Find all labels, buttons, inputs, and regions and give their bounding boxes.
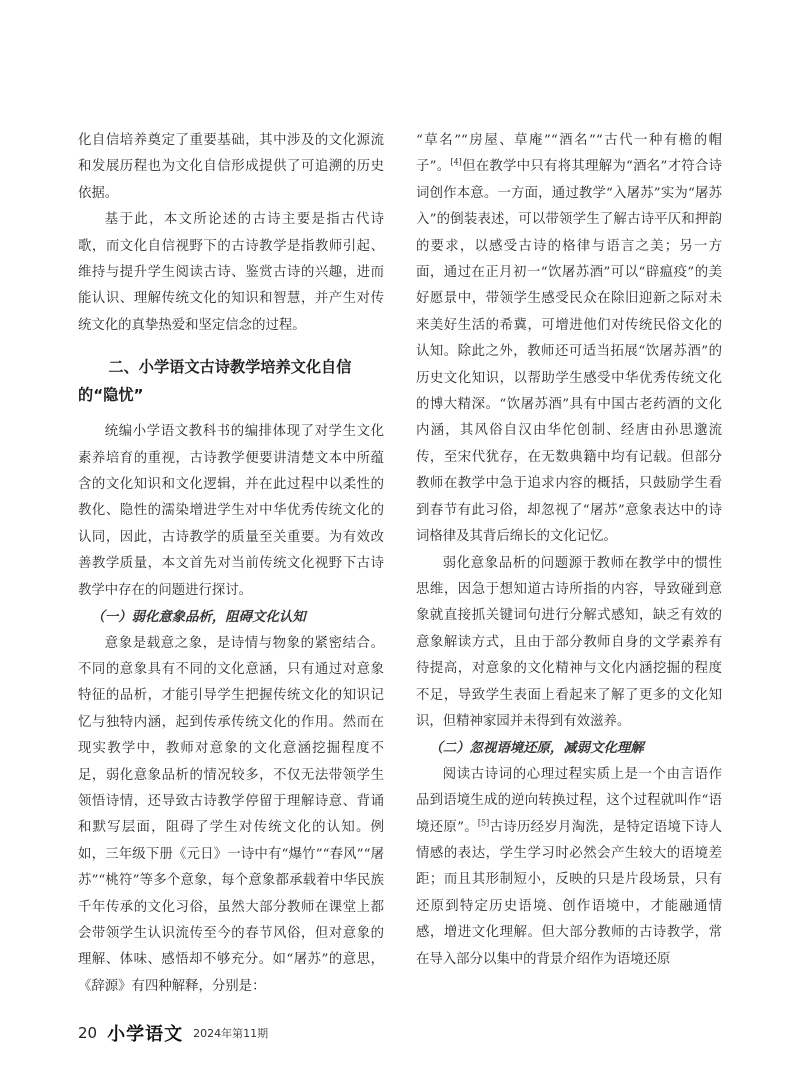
subsection-heading: （一）弱化意象品析，阻碍文化认知	[91, 609, 306, 626]
magazine-title: 小学语文	[107, 1024, 184, 1045]
text-run: 阅读古诗词的心理过程实质上是一个由言语作品到语境生成的逆向转换过程，这个过程就叫作“语境还原”。	[416, 766, 722, 835]
issue-label: 2024年第11期	[193, 1027, 269, 1040]
text-run: 但在教学中只有将其理解为“酒名”才符合诗词创作本意。一方面，通过教学“入屠苏”实为“屠苏入”的倒装表述，可以带领学生了解古诗平仄和押韵的要求，以感受古诗的格律与语言之美；另一方面，通过在正月初一“饮屠苏酒”可以“辟瘟疫”的美好愿景中，带领学生感受民众在除旧迎新之际对未来美好生活的希冀，可增进他们对传统民俗文化的认知。除此之外，教师还可适当拓展“饮屠苏酒”的历史文化知识，以帮助学生感受中华优秀传统文化的博大精深。“饮屠苏酒”具有中国古老药酒的文化内涵，其风俗自汉由华佗创制、经唐由孙思邈流传，至宋代犹存，在无数典籍中均有记载。但部分教师在教学中急于追求内容的概括，只鼓励学生看到春节有此习俗，却忽视了“屠苏”意象表达中的诗词格律及其背后绵长的文化记忆。	[416, 159, 722, 545]
paragraph: 基于此，本文所论述的古诗主要是指古代诗歌，而文化自信视野下的古诗教学是指教师引起、维持与提升学生阅读古诗、鉴赏古诗的兴趣，进而能认识、理解传统文化的知识和智慧，并产生对传统文化的真挚热爱和坚定信念的过程。	[78, 212, 384, 333]
citation-ref: [4]	[450, 157, 462, 167]
right-column	[416, 128, 722, 973]
paragraph: 统编小学语文教科书的编排体现了对学生文化素养培育的重视，古诗教学便要讲清楚文本中所蕴含的文化知识和文化逻辑，并在此过程中以柔性的教化、隐性的濡染增进学生对中华优秀传统文化的认同，因此，古诗教学的质量至关重要。为有效改善教学质量，本文首先对当前传统文化视野下古诗教学中存在的问题进行探讨。	[78, 424, 384, 598]
citation-ref: [5]	[477, 818, 490, 828]
paragraph: 化自信培养奠定了重要基础，其中涉及的文化源流和发展历程也为文化自信形成提供了可追溯的历史依据。	[78, 133, 384, 201]
paragraph	[416, 762, 722, 973]
paragraph: 意象是载意之象，是诗情与物象的紧密结合。不同的意象具有不同的文化意涵，只有通过对意象特征的品析，才能引导学生把握传统文化的知识记忆与独特内涵，起到传承传统文化的作用。然而在现实教学中，教师对意象的文化意涵挖掘程度不足，弱化意象品析的情况较多，不仅无法带领学生领悟诗情，还导致古诗教学停留于理解诗意、背诵和默写层面，阻碍了学生对传统文化的认知。例如，三年级下册《元日》一诗中有“爆竹”“春风”“屠苏”“桃符”等多个意象，每个意象都承载着中华民族千年传承的文化习俗，虽然大部分教师在课堂上都会带领学生认识流传至今的春节风俗，但对意象的理解、体味、感悟却不够充分。如“屠苏”的意思，《辞源》有四种解释，分别是：	[78, 635, 384, 994]
page-number: 20	[78, 1024, 98, 1042]
text-run: 古诗历经岁月淘洗，是特定语境下诗人情感的表达，学生学习时必然会产生较大的语境差距；而且其形制短小，反映的只是片段场景，只有还原到特定历史语境、创作语境中，才能融通情感，增进文化理解。但大部分教师的古诗教学，常在导入部分以集中的背景介绍作为语境还原	[416, 819, 723, 967]
paragraph	[416, 128, 722, 551]
subsection-heading: （二）忽视语境还原，减弱文化理解	[429, 740, 644, 757]
paragraph: 弱化意象品析的问题源于教师在教学中的惯性思维，因急于想知道古诗所指的内容，导致碰到意象就直接抓关键词句进行分解式感知，缺乏有效的意象解读方式，且由于部分教师自身的文学素养有待提高，对意象的文化精神与文化内涵挖掘的程度不足，导致学生表面上看起来了解了更多的文化知识，但精神家园并未得到有效滋养。	[416, 555, 722, 729]
page-footer	[78, 1022, 268, 1044]
section-heading: 二、小学语文古诗教学培养文化自信的“隐忧”	[78, 358, 352, 405]
left-column	[78, 128, 384, 1000]
text-run: “草名”“房屋、草庵”“酒名”“古代一种有檐的帽子”。	[416, 133, 722, 175]
